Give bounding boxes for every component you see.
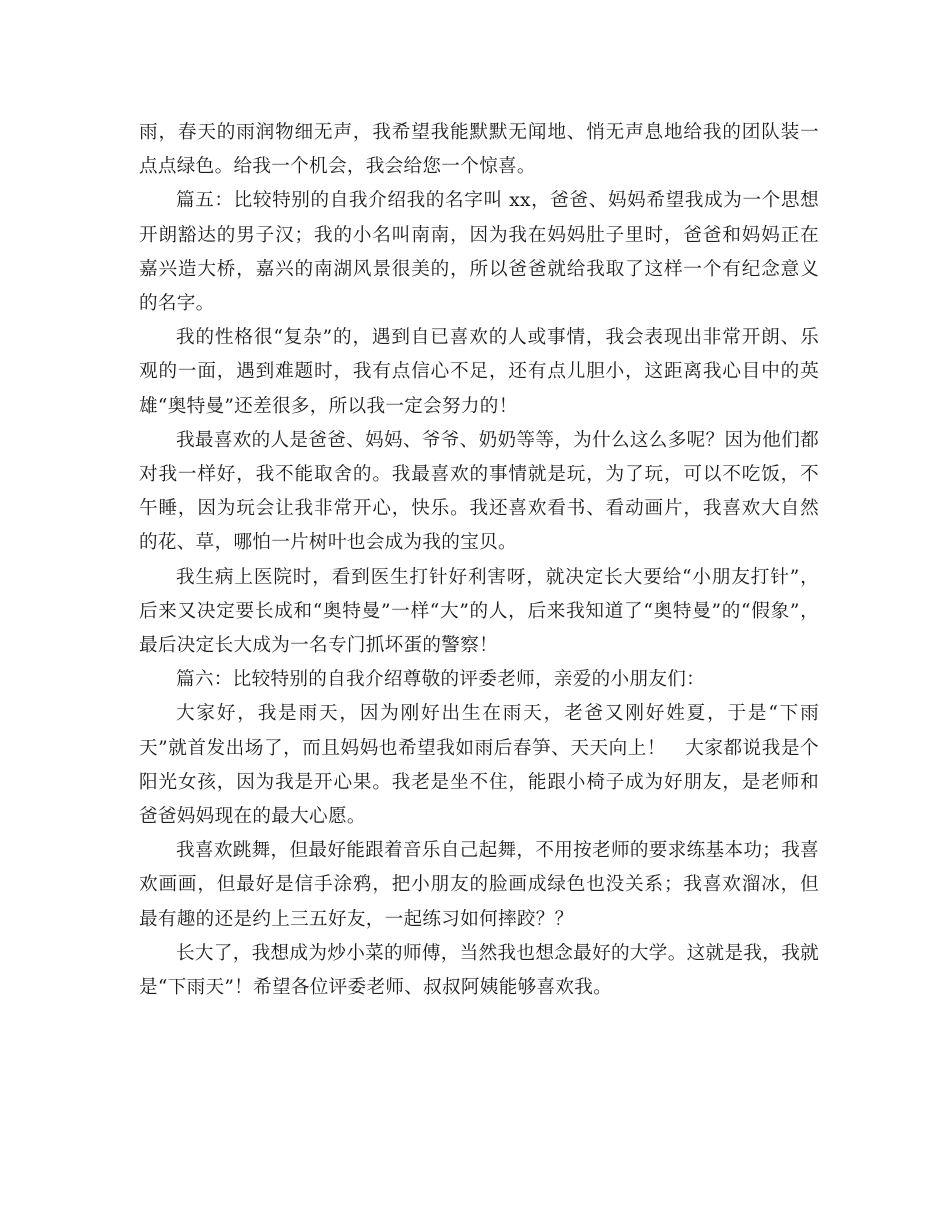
document-page [139, 116, 819, 1005]
paragraph-personality: 我的性格很“复杂”的，遇到自已喜欢的人或事情，我会表现出非常开朗、乐观的一面，遇到难题时，我有点信心不足，还有点儿胆小，这距离我心目中的英雄“奥特曼”还差很多，所以我一定会努力的！ [139, 327, 819, 417]
paragraph-hobbies: 我喜欢跳舞，但最好能跟着音乐自己起舞，不用按老师的要求练基本功；我喜欢画画，但最好是信手涂鸦，把小朋友的脸画成绿色也没关系；我喜欢溜冰，但最有趣的还是约上三五好友，一起练习如何摔跤？？ [139, 840, 819, 930]
paragraph-section-five-intro: 篇五：比较特别的自我介绍我的名字叫 xx，爸爸、妈妈希望我成为一个思想开朗豁达的男子汉；我的小名叫南南，因为我在妈妈肚子里时，爸爸和妈妈正在嘉兴造大桥，嘉兴的南湖风景很美的，所以爸爸就给我取了这样一个有纪念意义的名字。 [139, 190, 819, 315]
paragraph-closing: 长大了，我想成为炒小菜的师傅，当然我也想念最好的大学。这就是我，我就是“下雨天”！希望各位评委老师、叔叔阿姨能够喜欢我。 [139, 942, 819, 999]
paragraph-favorites: 我最喜欢的人是爸爸、妈妈、爷爷、奶奶等等，为什么这么多呢？因为他们都对我一样好，我不能取舍的。我最喜欢的事情就是玩，为了玩，可以不吃饭，不午睡，因为玩会让我非常开心，快乐。我还喜欢看书、看动画片，我喜欢大自然的花、草，哪怕一片树叶也会成为我的宝贝。 [139, 429, 819, 554]
paragraph-dream-job: 我生病上医院时，看到医生打针好利害呀，就决定长大要给“小朋友打针”，后来又决定要长成和“奥特曼”一样“大”的人，后来我知道了“奥特曼”的“假象”，最后决定长大成为一名专门抓坏蛋的警察！ [139, 566, 819, 657]
paragraph-section-six-heading: 篇六：比较特别的自我介绍尊敬的评委老师，亲爱的小朋友们： [176, 669, 706, 691]
paragraph-rainy-day-intro: 大家好，我是雨天，因为刚好出生在雨天，老爸又刚好姓夏，于是“下雨天”就首发出场了，而且妈妈也希望我如雨后春笋、天天向上！ 大家都说我是个阳光女孩，因为我是开心果。我老是坐不住，能跟小椅子成为好朋友，是老师和爸爸妈妈现在的最大心愿。 [139, 703, 819, 828]
paragraph-continuation: 雨，春天的雨润物细无声，我希望我能默默无闻地、悄无声息地给我的团队装一点点绿色。给我一个机会，我会给您一个惊喜。 [139, 122, 819, 178]
